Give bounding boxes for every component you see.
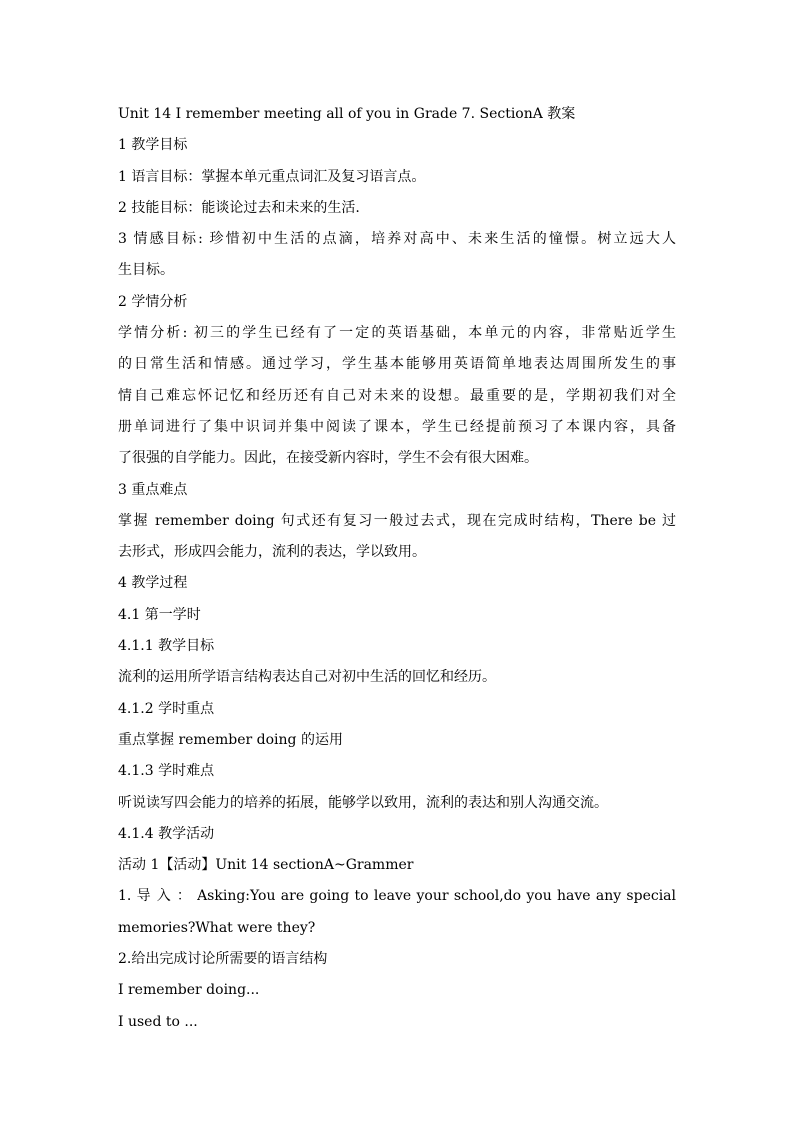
analysis-paragraph-line: 了很强的自学能力。因此，在接受新内容时，学生不会有很大困难。 [118,450,538,467]
section-heading-objectives: 1 教学目标 [118,137,188,154]
analysis-paragraph-line: 学情分析: 初三的学生已经有了一定的英语基础，本单元的内容，非常贴近学生 [118,325,676,342]
key-points-line: 掌握 remember doing 句式还有复习一般过去式，现在完成时结构，There be 过 [118,512,676,529]
objective-emotion: 3 情感目标: 珍惜初中生活的点滴，培养对高中、未来生活的憧憬。树立远大人 [118,231,676,248]
subheading-lesson-focus: 4.1.2 学时重点 [118,700,215,717]
section-heading-analysis: 2 学情分析 [118,293,188,310]
activity-title: 活动 1【活动】Unit 14 sectionA~Grammer [118,857,414,874]
key-points-line: 去形式，形成四会能力，流利的表达，学以致用。 [118,544,426,561]
subheading-first-lesson: 4.1 第一学时 [118,606,201,623]
structure-example: I used to ... [118,1013,198,1030]
analysis-paragraph-line: 情自己难忘怀记忆和经历还有自己对未来的设想。最重要的是，学期初我们对全 [118,387,676,404]
subheading-lesson-objectives: 4.1.1 教学目标 [118,638,215,655]
structure-example: I remember doing... [118,982,260,999]
objective-skill: 2 技能目标：能谈论过去和未来的生活. [118,199,360,216]
analysis-paragraph-line: 的日常生活和情感。通过学习，学生基本能够用英语简单地表达周围所发生的事 [118,356,676,373]
subheading-teaching-activities: 4.1.4 教学活动 [118,825,215,842]
analysis-paragraph-line: 册单词进行了集中识词并集中阅读了课本，学生已经提前预习了本课内容，具备 [118,418,676,435]
section-heading-key-points: 3 重点难点 [118,481,188,498]
section-heading-process: 4 教学过程 [118,575,188,592]
document-title: Unit 14 I remember meeting all of you in Grade 7. SectionA 教案 [118,106,576,122]
activity-step-intro-cont: memories?What were they? [118,919,316,936]
objective-language: 1 语言目标：掌握本单元重点词汇及复习语言点。 [118,168,426,185]
lesson-focus-text: 重点掌握 remember doing 的运用 [118,731,343,748]
objective-emotion-cont: 生目标。 [118,262,174,279]
lesson-difficulty-text: 听说读写四会能力的培养的拓展，能够学以致用，流利的表达和别人沟通交流。 [118,794,608,811]
lesson-objectives-text: 流利的运用所学语言结构表达自己对初中生活的回忆和经历。 [118,669,496,686]
subheading-lesson-difficulty: 4.1.3 学时难点 [118,763,215,780]
activity-step-structures: 2.给出完成讨论所需要的语言结构 [118,951,328,968]
document-page [118,99,676,1038]
activity-step-intro: 1. 导 入 ： Asking:You are going to leave your school,do you have any special [118,888,676,905]
